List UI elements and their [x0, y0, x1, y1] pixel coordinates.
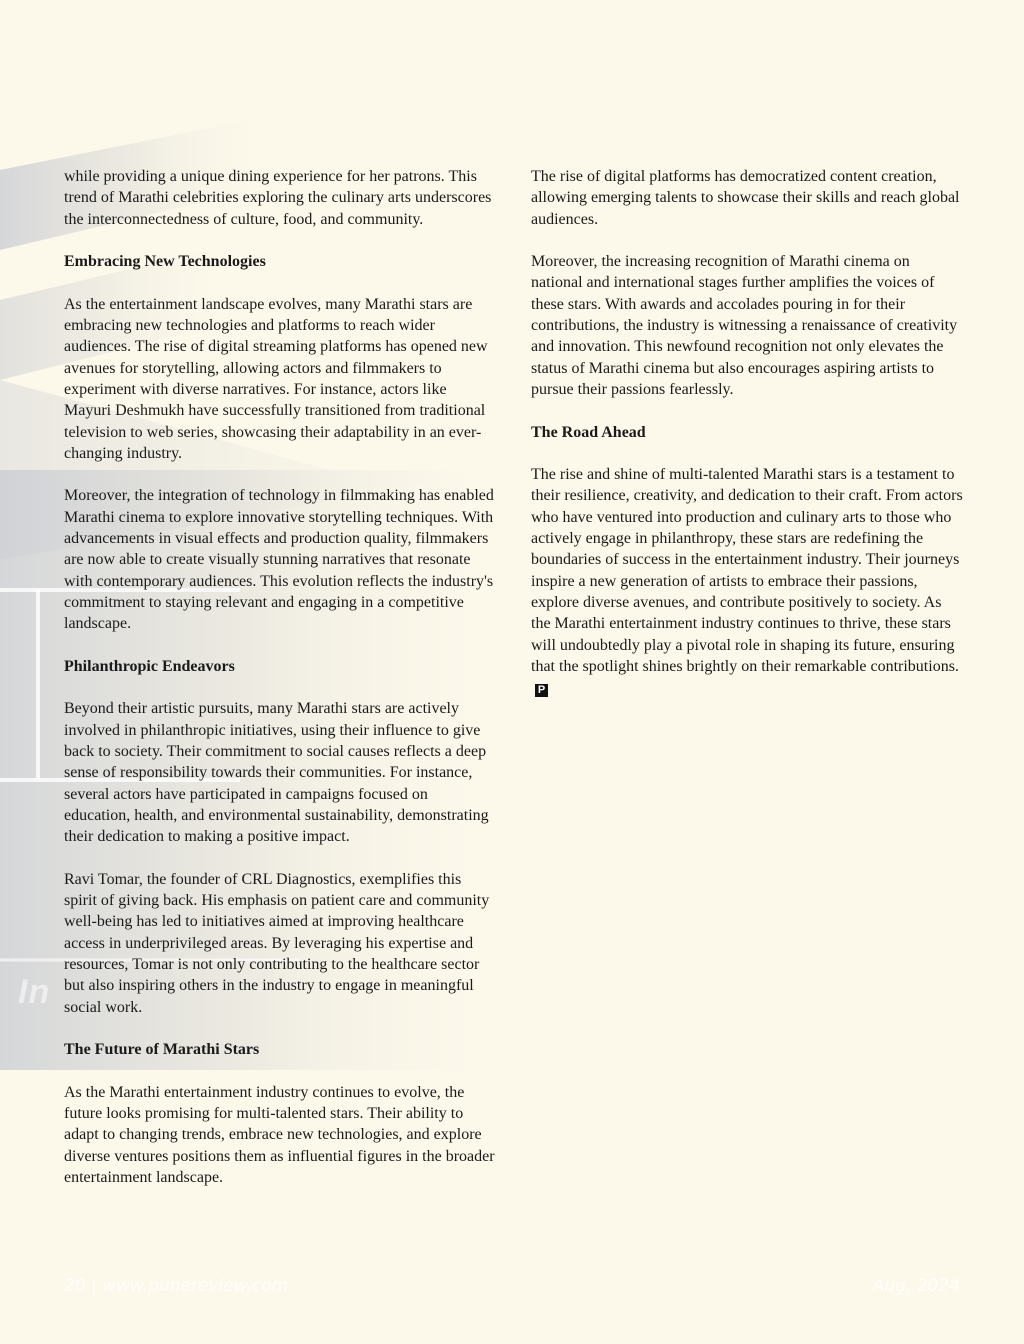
article-end-mark-icon: P [535, 684, 548, 697]
body-paragraph [531, 166, 963, 230]
body-paragraph [64, 485, 496, 634]
paragraph-text: while providing a unique dining experience for her patrons. This trend of Marathi celebrities exploring the culinary arts underscores the interconnectedness of culture, food, and community. [64, 168, 492, 228]
paragraph-text: The rise of digital platforms has democratized content creation, allowing emerging talents to showcase their skills and reach global audiences. [531, 168, 960, 228]
section-heading [64, 251, 496, 272]
page-footer [64, 1276, 960, 1296]
body-paragraph [64, 698, 496, 847]
left-article-column [64, 166, 496, 1210]
body-paragraph [64, 869, 496, 1018]
section-heading [531, 422, 963, 443]
paragraph-text: Ravi Tomar, the founder of CRL Diagnostics, exemplifies this spirit of giving back. His emphasis on patient care and community well-being has led to initiatives aimed at improving healthcare access in underprivileged areas. By leveraging his expertise and resources, Tomar is not only contributing to the healthcare sector but also inspiring others in the industry to engage in meaningful social work. [64, 870, 490, 1016]
paragraph-text: Beyond their artistic pursuits, many Marathi stars are actively involved in philanthropic initiatives, using their influence to give back to society. Their commitment to social causes reflects a deep sense of responsibility towards their communities. For instance, several actors have participated in campaigns focused on education, health, and environmental sustainability, demonstrating their dedication to making a positive impact. [64, 700, 489, 846]
paragraph-text: Moreover, the integration of technology in filmmaking has enabled Marathi cinema to explore innovative storytelling techniques. With advancements in visual effects and production quality, filmmakers are now able to create visually stunning narratives that resonate with contemporary audiences. This evolution reflects the industry's commitment to staying relevant and engaging in a competitive landscape. [64, 487, 494, 633]
body-paragraph [531, 464, 963, 698]
footer-issue-date: Aug, 2024 [872, 1276, 960, 1296]
paragraph-text: As the entertainment landscape evolves, many Marathi stars are embracing new technologies and platforms to reach wider audiences. The rise of digital streaming platforms has opened new avenues for storytelling, allowing actors and filmmakers to experiment with diverse narratives. For instance, actors like Mayuri Deshmukh have successfully transitioned from traditional television to web series, showcasing their adaptability in an ever-changing industry. [64, 295, 488, 462]
section-heading-text: Embracing New Technologies [64, 253, 266, 271]
paragraph-text: Moreover, the increasing recognition of Marathi cinema on national and international stages further amplifies the voices of these stars. With awards and accolades pouring in for their contributions, the industry is witnessing a renaissance of creativity and innovation. This newfound recognition not only elevates the status of Marathi cinema but also encourages aspiring artists to pursue their passions fearlessly. [531, 253, 958, 398]
section-heading-text: The Road Ahead [531, 423, 646, 441]
footer-page-and-website: 20 | www.punereview.com [64, 1276, 289, 1296]
section-heading [64, 656, 496, 677]
body-paragraph [64, 1082, 496, 1188]
background-watermark-text: In [18, 973, 51, 1011]
right-article-column [531, 166, 963, 720]
paragraph-text: The rise and shine of multi-talented Marathi stars is a testament to their resilience, creativity, and dedication to their craft. From actors who have ventured into production and culinary arts to those who actively engage in philanthropy, these stars are redefining the boundaries of success in the entertainment industry. Their journeys inspire a new generation of artists to embrace their passions, explore diverse avenues, and contribute positively to society. As the Marathi entertainment industry continues to thrive, these stars will undoubtedly play a pivotal role in shaping its future, ensuring that the spotlight shines brightly on their remarkable contributions. [531, 466, 963, 675]
section-heading-text: Philanthropic Endeavors [64, 657, 235, 675]
section-heading-text: The Future of Marathi Stars [64, 1041, 260, 1059]
body-paragraph [64, 294, 496, 464]
paragraph-text: As the Marathi entertainment industry continues to evolve, the future looks promising for multi-talented stars. Their ability to adapt to changing trends, embrace new technologies, and explore diverse ventures positions them as influential figures in the broader entertainment landscape. [64, 1083, 495, 1186]
body-paragraph [64, 166, 496, 230]
body-paragraph [531, 251, 963, 400]
section-heading [64, 1039, 496, 1060]
